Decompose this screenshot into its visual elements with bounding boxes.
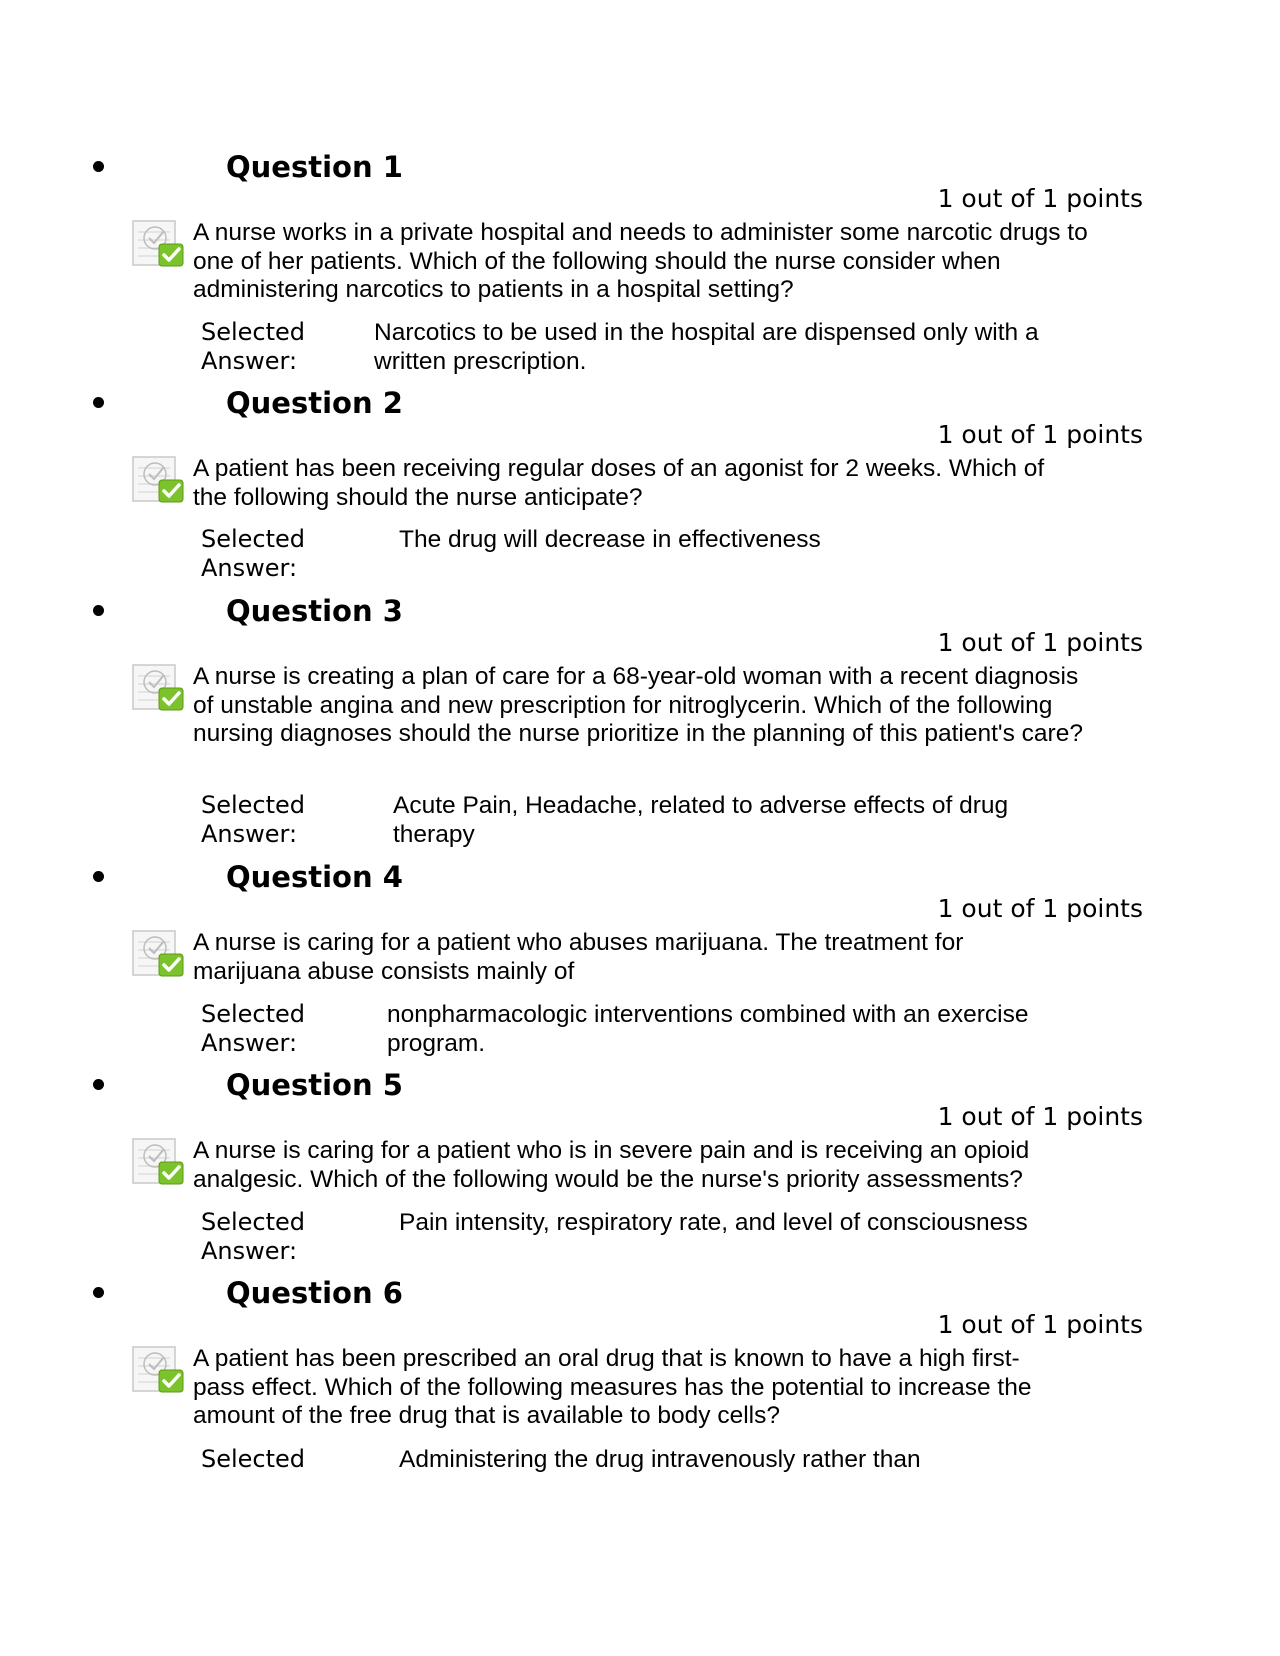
correct-answer-icon <box>132 926 188 980</box>
selected-answer-text: The drug will decrease in effectiveness <box>399 526 821 553</box>
question-text: A nurse is creating a plan of care for a 68-year-old woman with a recent diagnosis of unstable angina and new prescription for nitroglycerin. Which of the following nursing diagnoses should the nurse prioritize in the planning of this patient's care? <box>193 663 1083 747</box>
question-points: 1 out of 1 points <box>937 1102 1143 1131</box>
question-title: Question 4 <box>226 860 403 894</box>
question-text: A nurse works in a private hospital and needs to administer some narcotic drugs to one of her patients. Which of the following should the nurse consider when administering narcotics to patients in a hospital setting? <box>193 219 1088 303</box>
selected-answer-label: Selected Answer: <box>201 1000 306 1057</box>
question-points: 1 out of 1 points <box>937 184 1143 213</box>
question-text: A nurse is caring for a patient who is in severe pain and is receiving an opioid analgesic. Which of the following would be the nurse's priority assessments? <box>193 1137 1030 1193</box>
bullet <box>93 1287 104 1298</box>
selected-answer-label: Selected Answer: <box>201 1208 306 1265</box>
selected-answer-label: Selected Answer: <box>201 791 306 848</box>
selected-answer-label: Selected Answer: <box>201 525 306 582</box>
selected-answer-text: nonpharmacologic interventions combined with an exercise program. <box>387 1001 1029 1057</box>
selected-answer-text: Acute Pain, Headache, related to adverse effects of drug therapy <box>393 792 1009 848</box>
question-points: 1 out of 1 points <box>937 894 1143 923</box>
bullet <box>93 397 104 408</box>
question-text: A nurse is caring for a patient who abuses marijuana. The treatment for marijuana abuse consists mainly of <box>193 929 964 985</box>
selected-answer-text: Narcotics to be used in the hospital are dispensed only with a written prescription. <box>374 319 1039 375</box>
question-title: Question 5 <box>226 1068 403 1102</box>
selected-answer-label: Selected <box>201 1445 306 1473</box>
selected-answer-label: Selected Answer: <box>201 318 306 375</box>
question-title: Question 2 <box>226 386 403 420</box>
bullet <box>93 871 104 882</box>
question-points: 1 out of 1 points <box>937 628 1143 657</box>
question-title: Question 1 <box>226 150 403 184</box>
question-title: Question 3 <box>226 594 403 628</box>
question-text: A patient has been prescribed an oral drug that is known to have a high first-pass effect. Which of the following measures has the potential to increase the amount of the free drug that is available to body cells? <box>193 1345 1032 1429</box>
selected-answer-text: Administering the drug intravenously rather than <box>399 1446 921 1473</box>
bullet <box>93 1079 104 1090</box>
question-text: A patient has been receiving regular doses of an agonist for 2 weeks. Which of the following should the nurse anticipate? <box>193 455 1045 511</box>
correct-answer-icon <box>132 1134 188 1188</box>
correct-answer-icon <box>132 452 188 506</box>
bullet <box>93 605 104 616</box>
correct-answer-icon <box>132 1342 188 1396</box>
correct-answer-icon <box>132 216 188 270</box>
question-points: 1 out of 1 points <box>937 420 1143 449</box>
selected-answer-text: Pain intensity, respiratory rate, and level of consciousness <box>399 1209 1028 1236</box>
correct-answer-icon <box>132 660 188 714</box>
bullet <box>93 161 104 172</box>
question-points: 1 out of 1 points <box>937 1310 1143 1339</box>
question-title: Question 6 <box>226 1276 403 1310</box>
